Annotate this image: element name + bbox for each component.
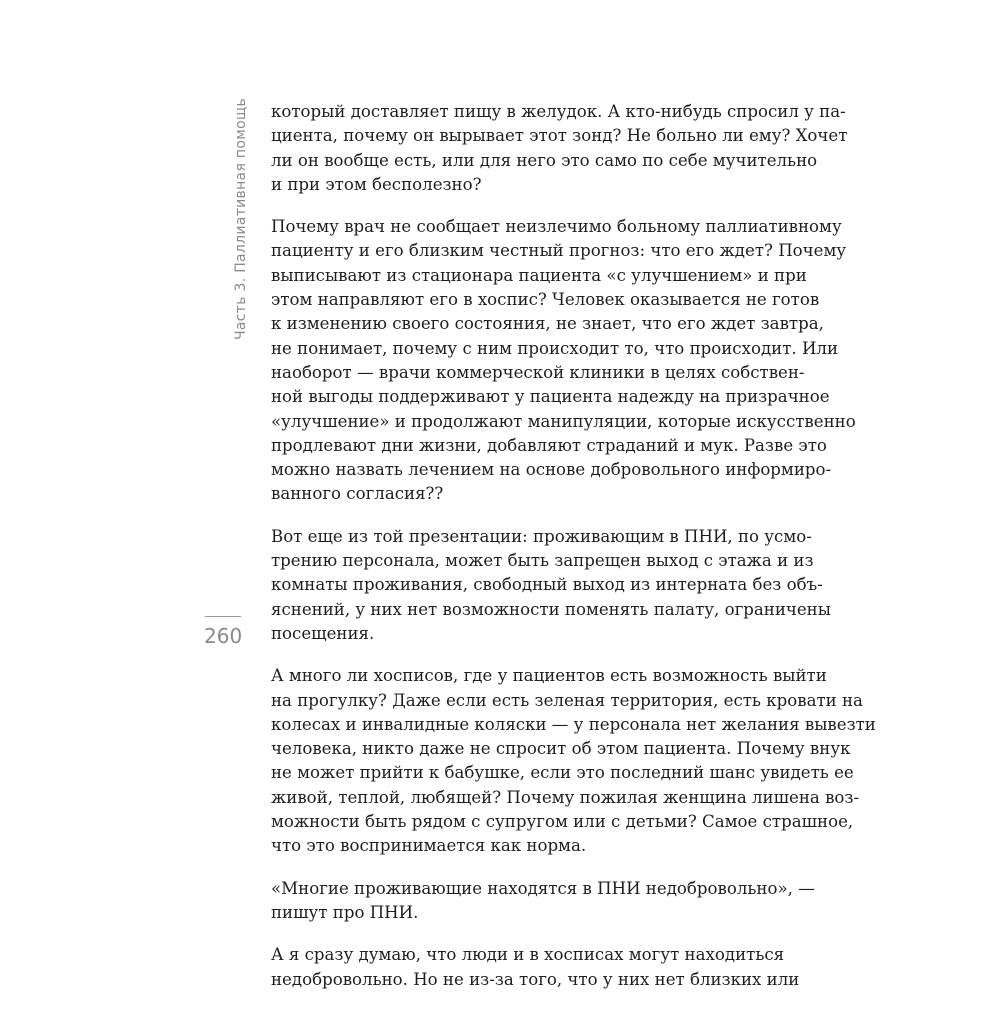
text-line: к изменению своего состояния, не знает, что его ждет завтра, — [271, 314, 824, 334]
text-line: и при этом бесполезно? — [271, 174, 482, 194]
folio-rule — [205, 616, 241, 617]
paragraph — [271, 215, 856, 507]
text-line: который доставляет пищу в желудок. А кто-нибудь спросил у па- — [271, 102, 846, 121]
running-head: Часть 3. Паллиативная помощь — [233, 98, 249, 341]
text-line: продлевают дни жизни, добавляют страданий и мук. Разве это — [271, 435, 827, 455]
text-line: яснений, у них нет возможности поменять палату, ограничены — [271, 599, 831, 619]
text-line: колесах и инвалидные коляски — у персонала нет желания вывезти — [271, 714, 876, 734]
text-line: А много ли хосписов, где у пациентов есть возможность выйти — [271, 666, 827, 686]
text-line: «улучшение» и продолжают манипуляции, которые искусственно — [271, 411, 856, 431]
text-line: пишут про ПНИ. — [271, 902, 419, 922]
text-line: посещения. — [271, 623, 375, 643]
text-line: «Многие проживающие находятся в ПНИ недобровольно», — — [271, 878, 815, 898]
text-line: человека, никто даже не спросит об этом пациента. Почему внук — [271, 739, 851, 759]
text-line: А я сразу думаю, что люди и в хосписах могут находиться — [271, 945, 785, 965]
text-line: можно назвать лечением на основе добровольного информиро- — [271, 460, 832, 480]
text-line: не понимает, почему с ним происходит то, что происходит. Или — [271, 338, 839, 358]
text-line: живой, теплой, любящей? Почему пожилая женщина лишена воз- — [271, 787, 860, 807]
paragraph — [271, 664, 876, 858]
paragraph — [271, 943, 800, 992]
text-line: комнаты проживания, свободный выход из интерната без объ- — [271, 575, 823, 595]
text-line: циента, почему он вырывает этот зонд? Не больно ли ему? Хочет — [271, 126, 848, 146]
text-line: наоборот — врачи коммерческой клиники в целях собствен- — [271, 362, 805, 382]
paragraph — [271, 877, 815, 926]
text-line: этом направляют его в хоспис? Человек оказывается не готов — [271, 290, 820, 310]
text-line: недобровольно. Но не из-за того, что у них нет близких или — [271, 969, 800, 989]
paragraph — [271, 525, 831, 646]
text-line: выписывают из стационара пациента «с улучшением» и при — [271, 265, 807, 285]
text-line: на прогулку? Даже если есть зеленая территория, есть кровати на — [271, 690, 863, 710]
text-line: что это воспринимается как норма. — [271, 836, 587, 856]
text-line: пациенту и его близким честный прогноз: что его ждет? Почему — [271, 241, 847, 261]
paragraph — [271, 100, 848, 197]
text-line: ванного согласия?? — [271, 484, 444, 504]
text-line: ной выгоды поддерживают у пациента надежду на призрачное — [271, 387, 830, 407]
text-block — [271, 100, 876, 1010]
text-line: не может прийти к бабушке, если это последний шанс увидеть ее — [271, 763, 854, 783]
text-line: Почему врач не сообщает неизлечимо больному паллиативному — [271, 217, 842, 237]
text-line: Вот еще из той презентации: проживающим в ПНИ, по усмо- — [271, 526, 812, 546]
text-line: трению персонала, может быть запрещен выход с этажа и из — [271, 551, 814, 571]
text-line: ли он вообще есть, или для него это само по себе мучительно — [271, 150, 818, 170]
text-line: можности быть рядом с супругом или с детьми? Самое страшное, — [271, 812, 854, 832]
page-number: 260 — [204, 624, 243, 648]
